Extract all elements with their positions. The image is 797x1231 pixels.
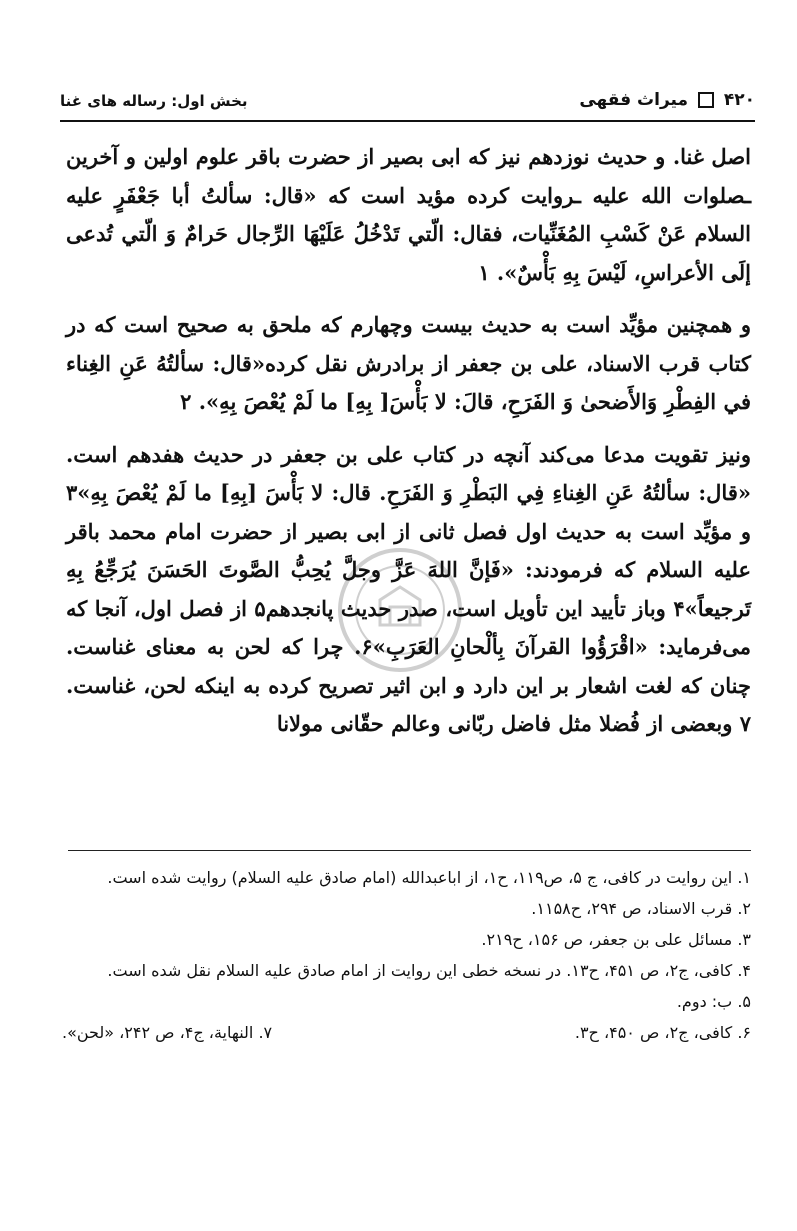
footnote-5: ۵. ب: دوم. [676, 992, 751, 1011]
section-title: بخش اول: رساله های غنا [60, 92, 248, 110]
footnote-7: ۷. النهایة، ج۴، ص ۲۴۲، «لحن». [62, 1023, 273, 1042]
square-separator-icon [698, 92, 714, 108]
page-number: ۴۲۰ [723, 90, 755, 110]
paragraph-2: و همچنین مؤیِّد است به حدیث بیست وچهارم که ملحق به صحیح است که در کتاب قرب الاسناد، علی بن جعفر از برادرش نقل کرده«قال: سألتُهُ عَنِ الغِناء في الفِطْرِ وَالأَضحىٰ وَ الفَرَحِ، قالَ: لا بَأْسَ[ بِهِ] ما لَمْ يُعْصَ بِهِ». ۲ [66, 312, 751, 414]
book-title: میراث فقهی [579, 90, 689, 110]
footnote-divider [68, 850, 751, 851]
paragraph-1: اصل غنا. و حدیث نوزدهم نیز که ابی بصیر از حضرت باقر علوم اولین و آخرین ـصلوات الله علیه ـروایت کرده مؤید است که «قال: سألتُ أبا جَعْفَرٍ عليه السلام عَنْ كَسْبِ المُغَنِّيات، فقال: الّتي تَدْخُلُ عَلَيْهَا الرِّجال حَرامٌ وَ الّتي تُدعى إلَى الأعراسِ، لَيْسَ بِهِ بَأْسٌ». ۱ [66, 144, 751, 285]
running-header [60, 86, 755, 122]
footnote-4: ۴. کافی، ج۲، ص ۴۵۱، ح۱۳. در نسخه خطی این روایت از امام صادق عليه السلام نقل شده است. [107, 961, 751, 980]
footnote-row [62, 1017, 751, 1048]
footnote-2: ۲. قرب الاسناد، ص ۲۹۴، ح۱۱۵۸. [531, 899, 751, 918]
footnote-6: ۶. کافی، ج۲، ص ۴۵۰، ح۳. [574, 1023, 751, 1042]
footnotes [62, 862, 751, 1048]
header-right [579, 90, 755, 110]
footnote-3: ۳. مسائل علی بن جعفر، ص ۱۵۶، ح۲۱۹. [481, 930, 751, 949]
paragraph-3: ونیز تقویت مدعا می‌کند آنچه در کتاب علی بن جعفر در حدیث هفدهم است. «قال: سألتُهُ عَنِ الغِناءِ فِي البَطْرِ وَ الفَرَحِ. قال: لا بَأْسَ [بِهِ] ما لَمْ يُعْصَ بِهِ»۳ و مؤیِّد است به حدیث اول فصل ثانی از ابی بصیر از حضرت امام محمد باقر عليه السلام که فرمودند: «فَإنَّ اللهَ عَزَّ وجلَّ يُحِبُّ الصَّوتَ الحَسَنَ يُرَجِّعُ بِهِ تَرجيعاً»۴ وباز تأیید این تأویل است، صدر حدیث پانجدهم۵ از فصل اول، آنجا که می‌فرماید: «اقْرَؤُوا القرآنَ بِألْحانِ العَرَبِ»۶. چرا که لحن به معنای غناست. چنان که لغت اشعار بر این دارد و ابن اثیر تصریح کرده به اینکه لحن، غناست. ۷ وبعضی از فُضلا مثل فاضل ربّانی وعالم حقّانی مولانا [66, 441, 751, 736]
main-text [66, 138, 751, 758]
footnote-1: ۱. این روایت در کافی، ج ۵، ص۱۱۹، ح۱، از اباعبدالله (امام صادق عليه السلام) روایت شده است. [107, 868, 751, 887]
